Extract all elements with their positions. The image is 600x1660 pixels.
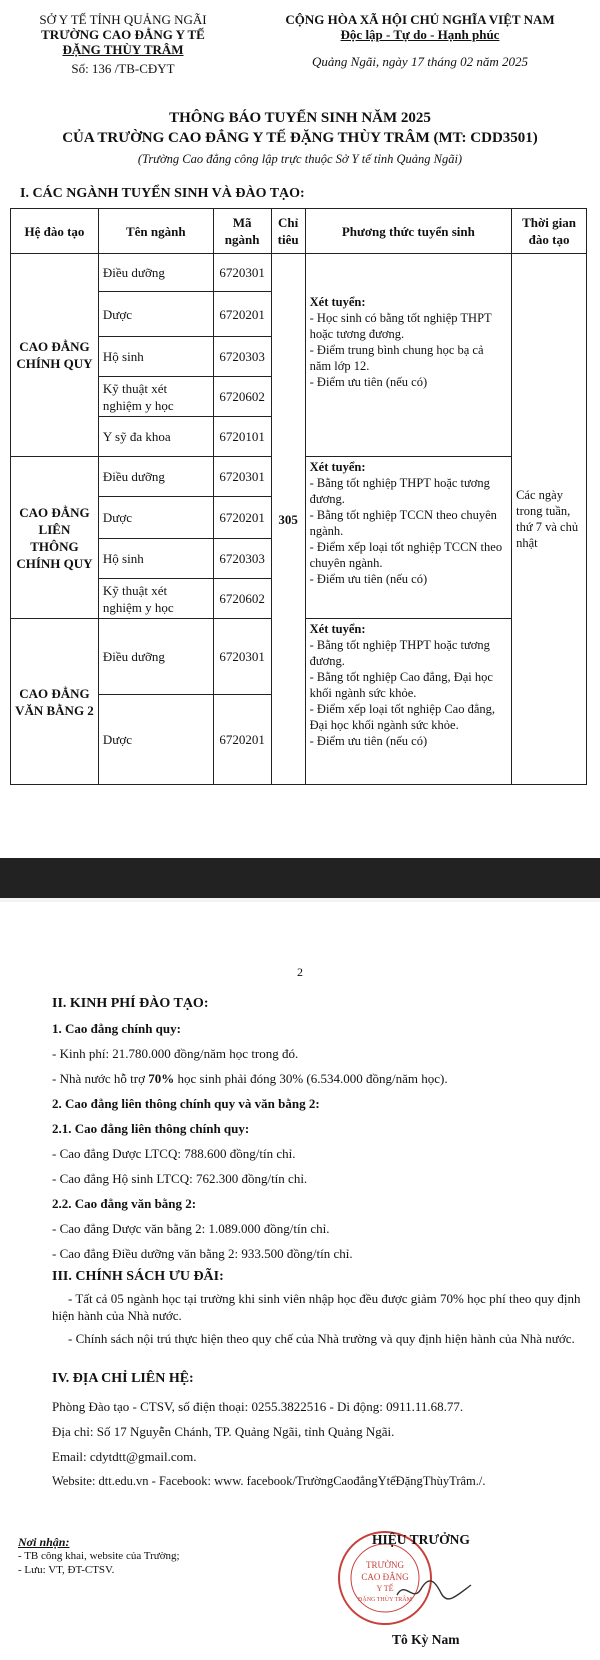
section2-sub22: 2.2. Cao đẳng văn bằng 2: bbox=[52, 1196, 197, 1211]
code-cell: 6720301 bbox=[213, 619, 271, 695]
school-description: (Trường Cao đẳng công lập trực thuộc Sở Y tế tỉnh Quảng Ngãi) bbox=[137, 152, 463, 166]
major-cell: Kỹ thuật xét nghiệm y học bbox=[98, 377, 213, 417]
major-cell: Điều dưỡng bbox=[98, 254, 213, 292]
section4-heading: IV. ĐỊA CHỈ LIÊN HỆ: bbox=[52, 1371, 194, 1386]
col-header-level: Hệ đào tạo bbox=[11, 209, 99, 254]
method-title: Xét tuyển: bbox=[309, 460, 366, 474]
group-name: CAO ĐẲNG VĂN BẰNG 2 bbox=[11, 619, 99, 785]
method-item: - Bằng tốt nghiệp Cao đẳng, Đại học khối ngành sức khỏe. bbox=[309, 670, 493, 700]
policy-paragraph: - Tất cả 05 ngành học tại trường khi sinh viên nhập học đều được giảm 70% học phí theo quy định hiện hành của Nhà nước. bbox=[52, 1291, 581, 1323]
method-title: Xét tuyển: bbox=[309, 622, 366, 636]
major-cell: Dược bbox=[98, 292, 213, 337]
fee-line: - Cao đẳng Hộ sinh LTCQ: 762.300 đồng/tín chỉ. bbox=[52, 1171, 308, 1186]
contact-email: Email: cdytdtt@gmail.com. bbox=[52, 1449, 197, 1464]
code-cell: 6720201 bbox=[213, 292, 271, 337]
announcement-subtitle: CỦA TRƯỜNG CAO ĐẲNG Y TẾ ĐẶNG THÙY TRÂM (MT: CDD3501) bbox=[62, 130, 538, 146]
method-item: - Điểm ưu tiên (nếu có) bbox=[309, 375, 428, 389]
section1-heading: I. CÁC NGÀNH TUYỂN SINH VÀ ĐÀO TẠO: bbox=[20, 186, 305, 201]
national-title: CỘNG HÒA XÃ HỘI CHỦ NGHĨA VIỆT NAM bbox=[285, 12, 555, 27]
section2-heading: II. KINH PHÍ ĐÀO TẠO: bbox=[52, 996, 209, 1011]
method-item: - Điểm trung bình chung học bạ cả năm lớp 12. bbox=[309, 343, 484, 373]
duration-cell: Các ngày trong tuần, thứ 7 và chủ nhật bbox=[512, 254, 587, 785]
fee-line: - Cao đẳng Dược văn bằng 2: 1.089.000 đồng/tín chỉ. bbox=[52, 1221, 330, 1236]
table-row bbox=[11, 254, 587, 292]
issuer-block bbox=[18, 12, 228, 76]
fee-line: - Cao đẳng Điều dưỡng văn bằng 2: 933.500 đồng/tín chỉ. bbox=[52, 1246, 353, 1261]
code-cell: 6720201 bbox=[213, 497, 271, 539]
major-cell: Hộ sinh bbox=[98, 337, 213, 377]
document-number: Số: 136 /TB-CĐYT bbox=[71, 61, 175, 76]
issuer-school-line2: ĐẶNG THÙY TRÂM bbox=[62, 42, 184, 57]
svg-text:TRƯỜNG: TRƯỜNG bbox=[366, 1560, 404, 1570]
section2-sub21: 2.1. Cao đẳng liên thông chính quy: bbox=[52, 1121, 250, 1136]
method-cell bbox=[305, 457, 511, 619]
fee-line: - Kinh phí: 21.780.000 đồng/năm học trong đó. bbox=[52, 1046, 299, 1061]
method-item: - Bằng tốt nghiệp THPT hoặc tương đương. bbox=[309, 476, 490, 506]
signer-title: HIỆU TRƯỞNG bbox=[372, 1532, 470, 1547]
code-cell: 6720101 bbox=[213, 417, 271, 457]
code-cell: 6720201 bbox=[213, 695, 271, 785]
method-item: - Điểm ưu tiên (nếu có) bbox=[309, 734, 428, 748]
major-cell: Kỹ thuật xét nghiệm y học bbox=[98, 579, 213, 619]
col-header-method: Phương thức tuyển sinh bbox=[305, 209, 511, 254]
contact-address: Địa chỉ: Số 17 Nguyễn Chánh, TP. Quảng Ngãi, tỉnh Quảng Ngãi. bbox=[52, 1424, 395, 1439]
recipient-item: - TB công khai, website của Trường; bbox=[18, 1550, 180, 1562]
signer-name: Tô Kỳ Nam bbox=[392, 1632, 460, 1647]
recipients-block bbox=[18, 1535, 180, 1577]
section3-heading: III. CHÍNH SÁCH ƯU ĐÃI: bbox=[52, 1269, 224, 1284]
code-cell: 6720301 bbox=[213, 254, 271, 292]
issuer-ministry: SỞ Y TẾ TỈNH QUẢNG NGÃI bbox=[39, 12, 207, 27]
major-cell: Điều dưỡng bbox=[98, 457, 213, 497]
code-cell: 6720303 bbox=[213, 337, 271, 377]
issuer-school-line1: TRƯỜNG CAO ĐẲNG Y TẾ bbox=[41, 27, 205, 42]
fee-support-percent: 70% bbox=[148, 1071, 175, 1086]
page-number: 2 bbox=[297, 965, 303, 979]
code-cell: 6720301 bbox=[213, 457, 271, 497]
section2-sub1: 1. Cao đẳng chính quy: bbox=[52, 1021, 181, 1036]
svg-text:ĐẶNG THÙY TRÂM: ĐẶNG THÙY TRÂM bbox=[358, 1597, 412, 1603]
page-separator-edge bbox=[0, 898, 600, 902]
recipients-title: Nơi nhận: bbox=[18, 1535, 70, 1549]
major-cell: Hộ sinh bbox=[98, 539, 213, 579]
announcement-title: THÔNG BÁO TUYỂN SINH NĂM 2025 bbox=[169, 110, 431, 126]
col-header-duration: Thời gian đào tạo bbox=[512, 209, 587, 254]
major-cell: Điều dưỡng bbox=[98, 619, 213, 695]
method-cell bbox=[305, 619, 511, 785]
col-header-code: Mã ngành bbox=[213, 209, 271, 254]
method-item: - Điểm ưu tiên (nếu có) bbox=[309, 572, 428, 586]
method-item: - Học sinh có bằng tốt nghiệp THPT hoặc tương đương. bbox=[309, 311, 492, 341]
method-item: - Điểm xếp loại tốt nghiệp Cao đẳng, Đại học khối ngành sức khỏe. bbox=[309, 702, 496, 732]
group-name: CAO ĐẲNG LIÊN THÔNG CHÍNH QUY bbox=[11, 457, 99, 619]
method-item: - Bằng tốt nghiệp TCCN theo chuyên ngành. bbox=[309, 508, 497, 538]
national-motto-block bbox=[255, 12, 585, 69]
major-cell: Y sỹ đa khoa bbox=[98, 417, 213, 457]
method-item: - Điểm xếp loại tốt nghiệp TCCN theo chuyên ngành. bbox=[309, 540, 503, 570]
col-header-major: Tên ngành bbox=[98, 209, 213, 254]
svg-text:CAO ĐẲNG: CAO ĐẲNG bbox=[361, 1572, 409, 1582]
method-title: Xét tuyển: bbox=[309, 295, 366, 309]
major-cell: Dược bbox=[98, 497, 213, 539]
group-name: CAO ĐẲNG CHÍNH QUY bbox=[11, 254, 99, 457]
page-separator bbox=[0, 858, 600, 898]
code-cell: 6720602 bbox=[213, 579, 271, 619]
fee-line: - Cao đẳng Dược LTCQ: 788.600 đồng/tín chỉ. bbox=[52, 1146, 296, 1161]
policy-paragraph: - Chính sách nội trú thực hiện theo quy chế của Nhà trường và quy định hiện hành của Nhà nước. bbox=[68, 1331, 575, 1346]
recipient-item: - Lưu: VT, ĐT-CTSV. bbox=[18, 1564, 115, 1576]
fee-support-pre: - Nhà nước hỗ trợ bbox=[52, 1071, 149, 1086]
method-item: - Bằng tốt nghiệp THPT hoặc tương đương. bbox=[309, 638, 490, 668]
contact-phone: Phòng Đào tạo - CTSV, số điện thoại: 0255.3822516 - Di động: 0911.11.68.77. bbox=[52, 1399, 464, 1414]
svg-text:Y TẾ: Y TẾ bbox=[376, 1584, 394, 1593]
major-cell: Dược bbox=[98, 695, 213, 785]
contact-website: Website: dtt.edu.vn - Facebook: www. facebook/TrườngCaođẳngYtếĐặngThùyTrâm./. bbox=[52, 1474, 486, 1488]
section2-sub2: 2. Cao đẳng liên thông chính quy và văn bằng 2: bbox=[52, 1096, 320, 1111]
method-cell bbox=[305, 254, 511, 457]
signature bbox=[395, 1575, 475, 1605]
national-motto: Độc lập - Tự do - Hạnh phúc bbox=[340, 27, 500, 42]
fee-support-post: học sinh phải đóng 30% (6.534.000 đồng/năm học). bbox=[174, 1071, 448, 1086]
code-cell: 6720303 bbox=[213, 539, 271, 579]
fee-line-support bbox=[52, 1070, 572, 1087]
document-date: Quảng Ngãi, ngày 17 tháng 02 năm 2025 bbox=[312, 54, 528, 69]
programs-table bbox=[10, 208, 587, 785]
quota-cell: 305 bbox=[271, 254, 305, 785]
code-cell: 6720602 bbox=[213, 377, 271, 417]
col-header-quota: Chỉ tiêu bbox=[271, 209, 305, 254]
table-header-row bbox=[11, 209, 587, 254]
